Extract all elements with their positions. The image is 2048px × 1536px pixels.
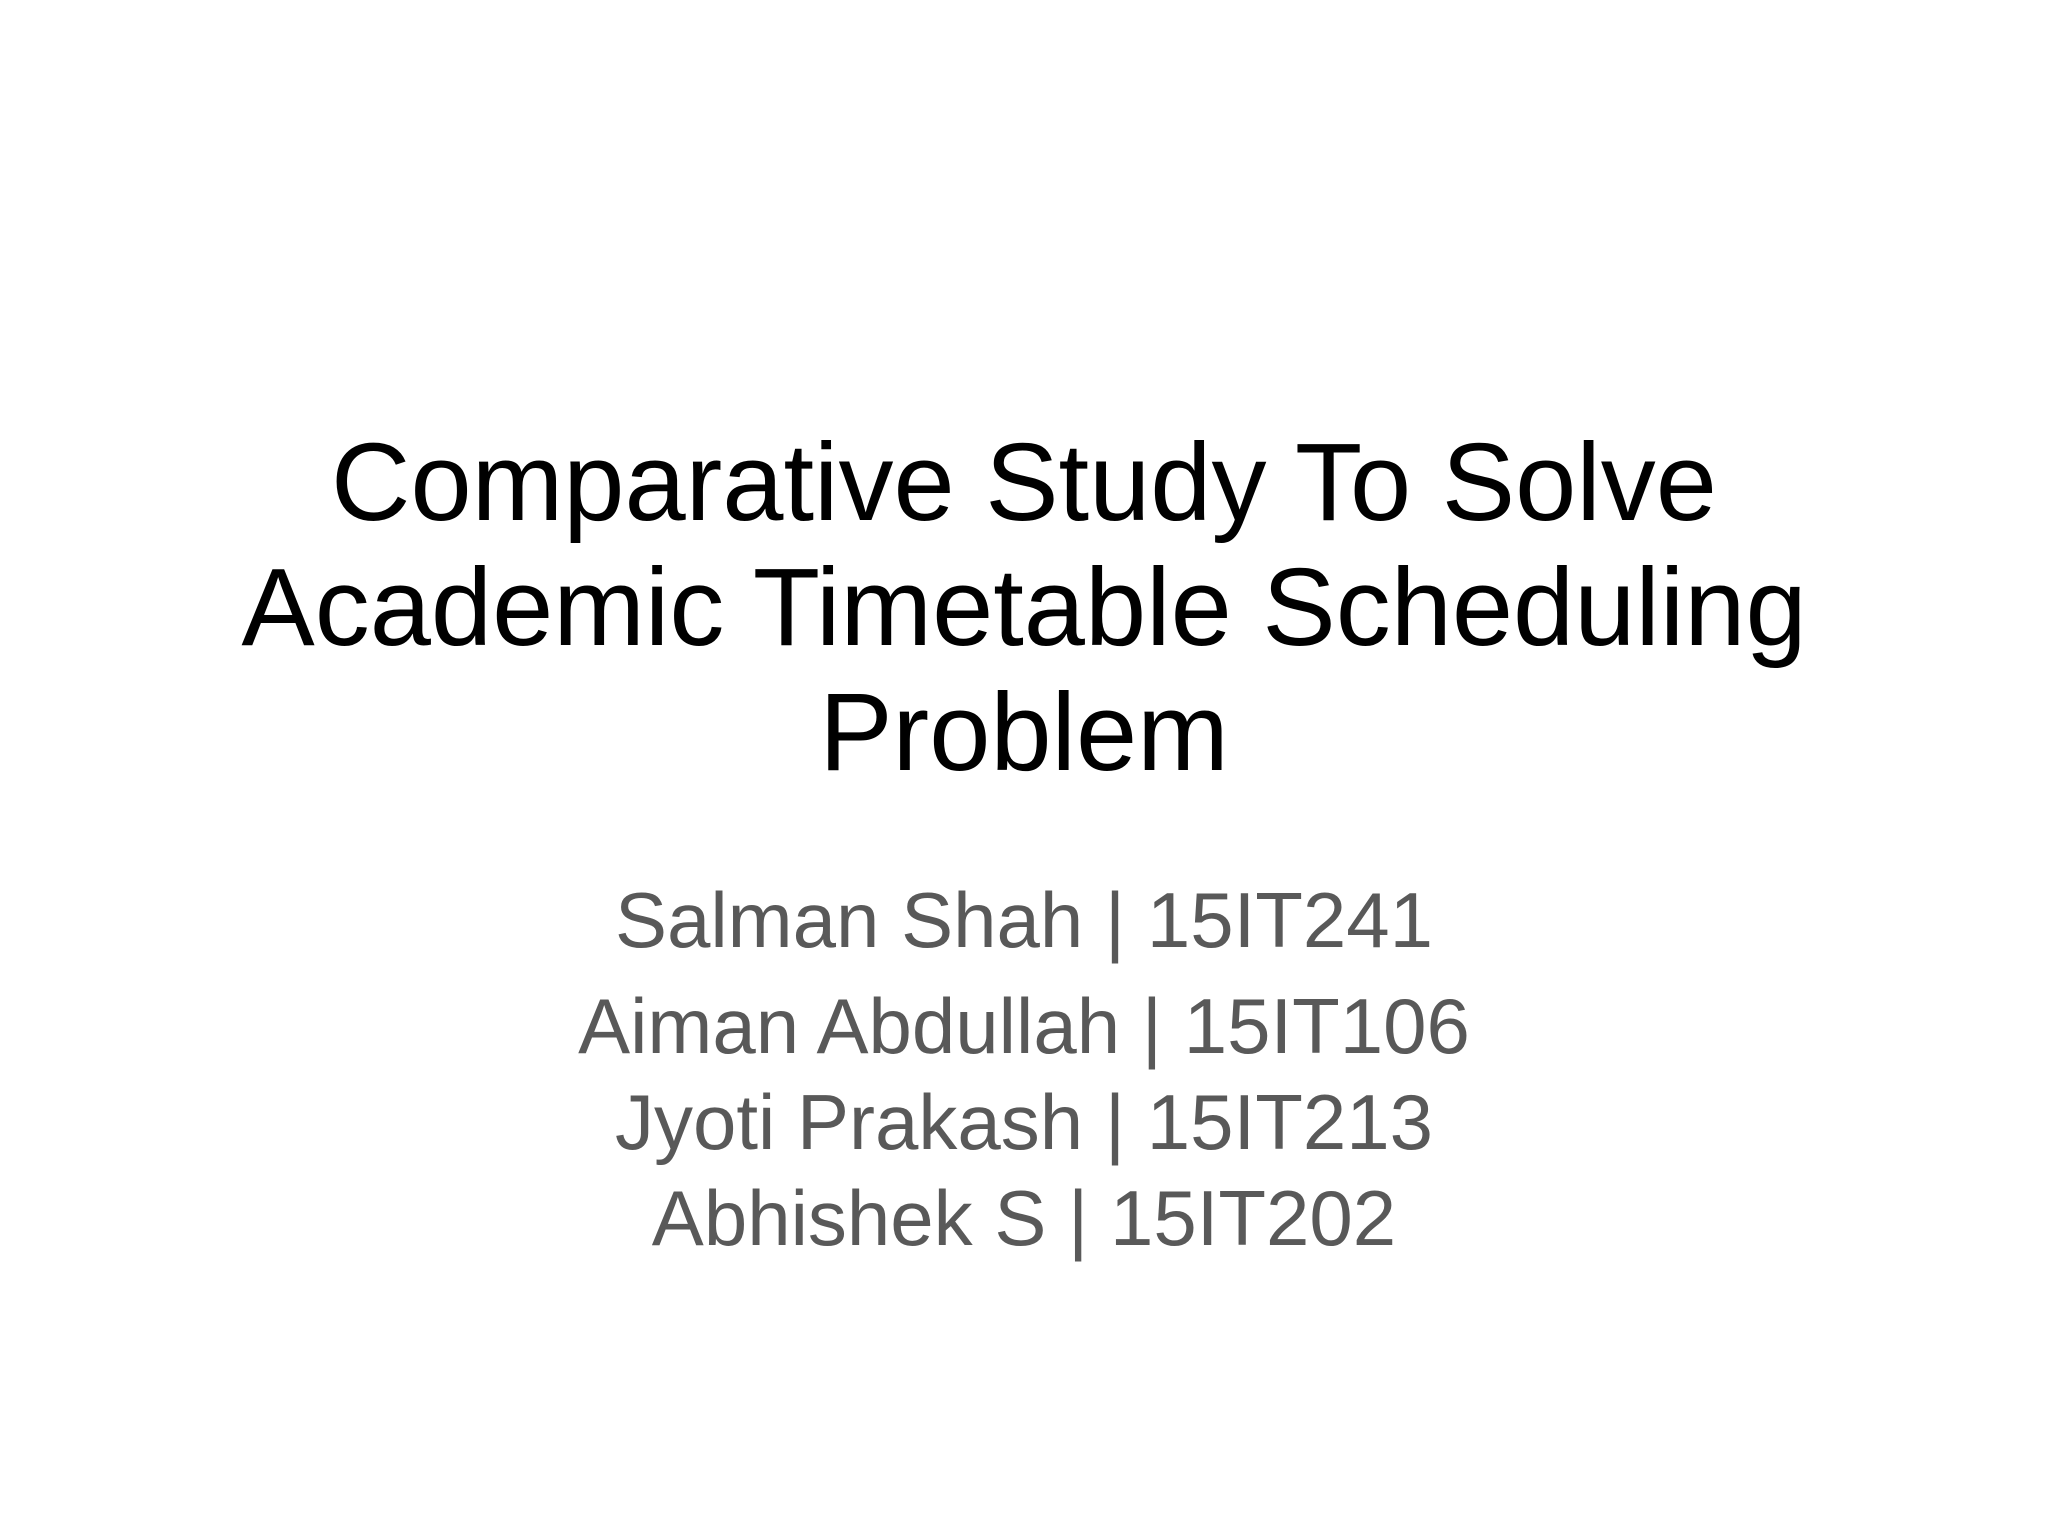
title-line-1: Comparative Study To Solve	[331, 421, 1717, 544]
author-entry: Abhishek S | 15IT202	[651, 1174, 1397, 1262]
title-line-2: Academic Timetable Scheduling	[241, 546, 1807, 669]
title-line-3: Problem	[819, 671, 1229, 794]
author-entry: Aiman Abdullah | 15IT106	[578, 982, 1470, 1070]
author-list	[0, 872, 2048, 1266]
author-entry: Salman Shah | 15IT241	[614, 876, 1434, 964]
slide-title	[0, 420, 2048, 795]
author-entry: Jyoti Prakash | 15IT213	[614, 1078, 1433, 1166]
